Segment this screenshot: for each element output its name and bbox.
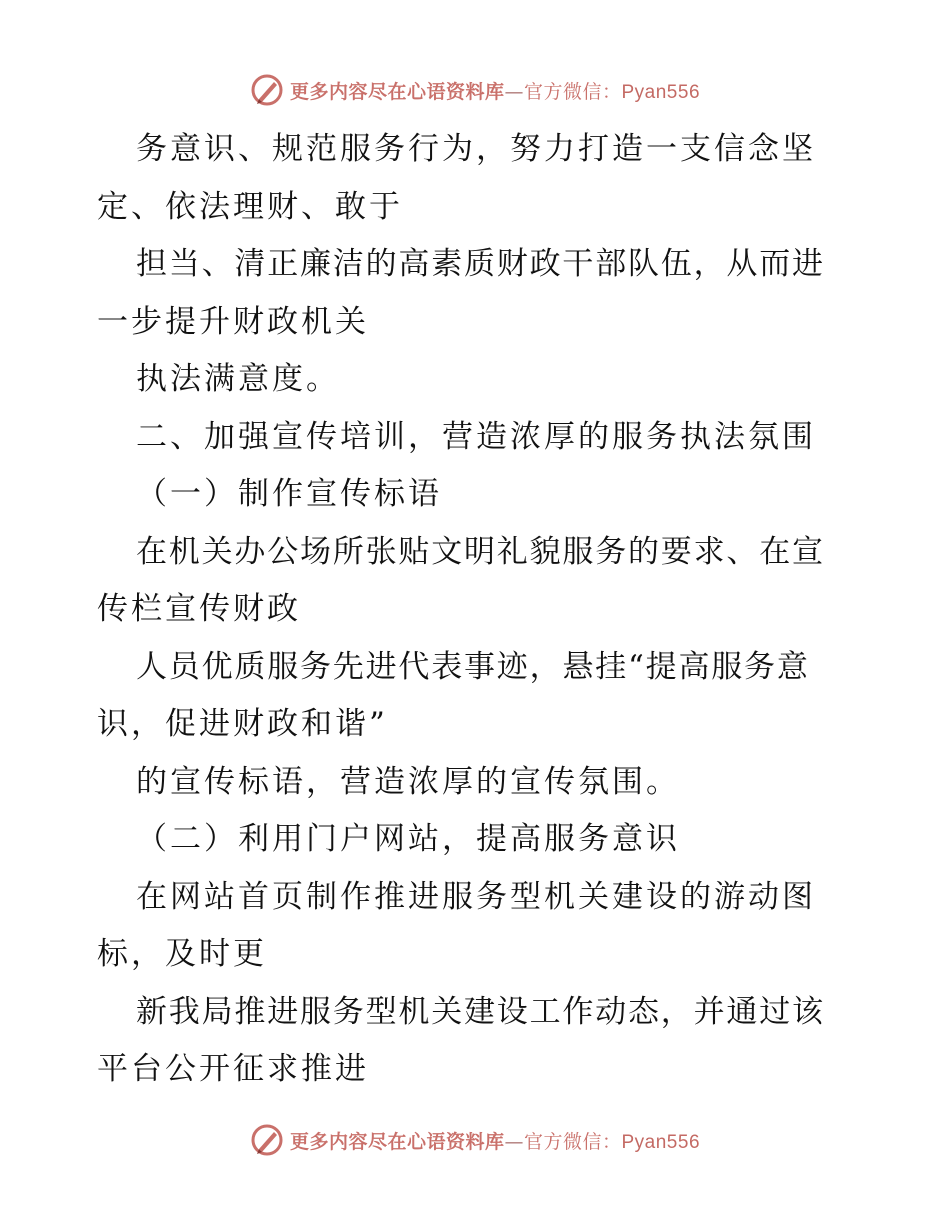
body-line: 一步提升财政机关 bbox=[97, 303, 369, 340]
header-wechat-id: Pyan556 bbox=[621, 81, 701, 103]
body-line: 标，及时更 bbox=[97, 936, 267, 972]
body-line: 定、依法理财、敢于 bbox=[97, 188, 403, 225]
body-line: 识，促进财政和谐” bbox=[97, 706, 388, 742]
document-body bbox=[97, 121, 897, 1099]
header-wechat-label: 官方微信： bbox=[523, 80, 622, 103]
body-line: 执法满意度。 bbox=[136, 361, 340, 397]
body-line: 的宣传标语，营造浓厚的宣传氛围。 bbox=[136, 763, 680, 800]
header-banner bbox=[0, 70, 950, 110]
body-line: 在网站首页制作推进服务型机关建设的游动图 bbox=[136, 878, 816, 915]
body-line: 担当、清正廉洁的高素质财政干部队伍，从而进 bbox=[136, 246, 825, 282]
pen-logo-icon bbox=[250, 1123, 284, 1157]
body-line: 传栏宣传财政 bbox=[97, 591, 301, 627]
header-banner-dash: — bbox=[504, 80, 524, 103]
header-banner-text bbox=[290, 77, 700, 104]
body-line: 新我局推进服务型机关建设工作动态，并通过该 bbox=[136, 993, 825, 1030]
subsection-heading: （二）利用门户网站，提高服务意识 bbox=[136, 821, 680, 857]
body-line: 人员优质服务先进代表事迹，悬挂“提高服务意 bbox=[136, 648, 810, 685]
section-heading: 二、加强宣传培训，营造浓厚的服务执法氛围 bbox=[136, 418, 816, 455]
footer-wechat-label: 官方微信： bbox=[523, 1130, 622, 1153]
body-line: 务意识、规范服务行为，努力打造一支信念坚 bbox=[136, 131, 816, 167]
footer-banner-dash: — bbox=[504, 1130, 524, 1153]
pen-logo-icon bbox=[250, 73, 284, 107]
footer-wechat-id: Pyan556 bbox=[621, 1131, 701, 1153]
footer-banner bbox=[0, 1120, 950, 1160]
body-line: 在机关办公场所张贴文明礼貌服务的要求、在宣 bbox=[136, 533, 825, 570]
footer-banner-text bbox=[290, 1127, 700, 1154]
subsection-heading: （一）制作宣传标语 bbox=[136, 476, 442, 512]
body-line: 平台公开征求推进 bbox=[97, 1051, 369, 1087]
footer-banner-title: 更多内容尽在心语资料库 bbox=[289, 1130, 505, 1153]
header-banner-title: 更多内容尽在心语资料库 bbox=[289, 80, 505, 103]
